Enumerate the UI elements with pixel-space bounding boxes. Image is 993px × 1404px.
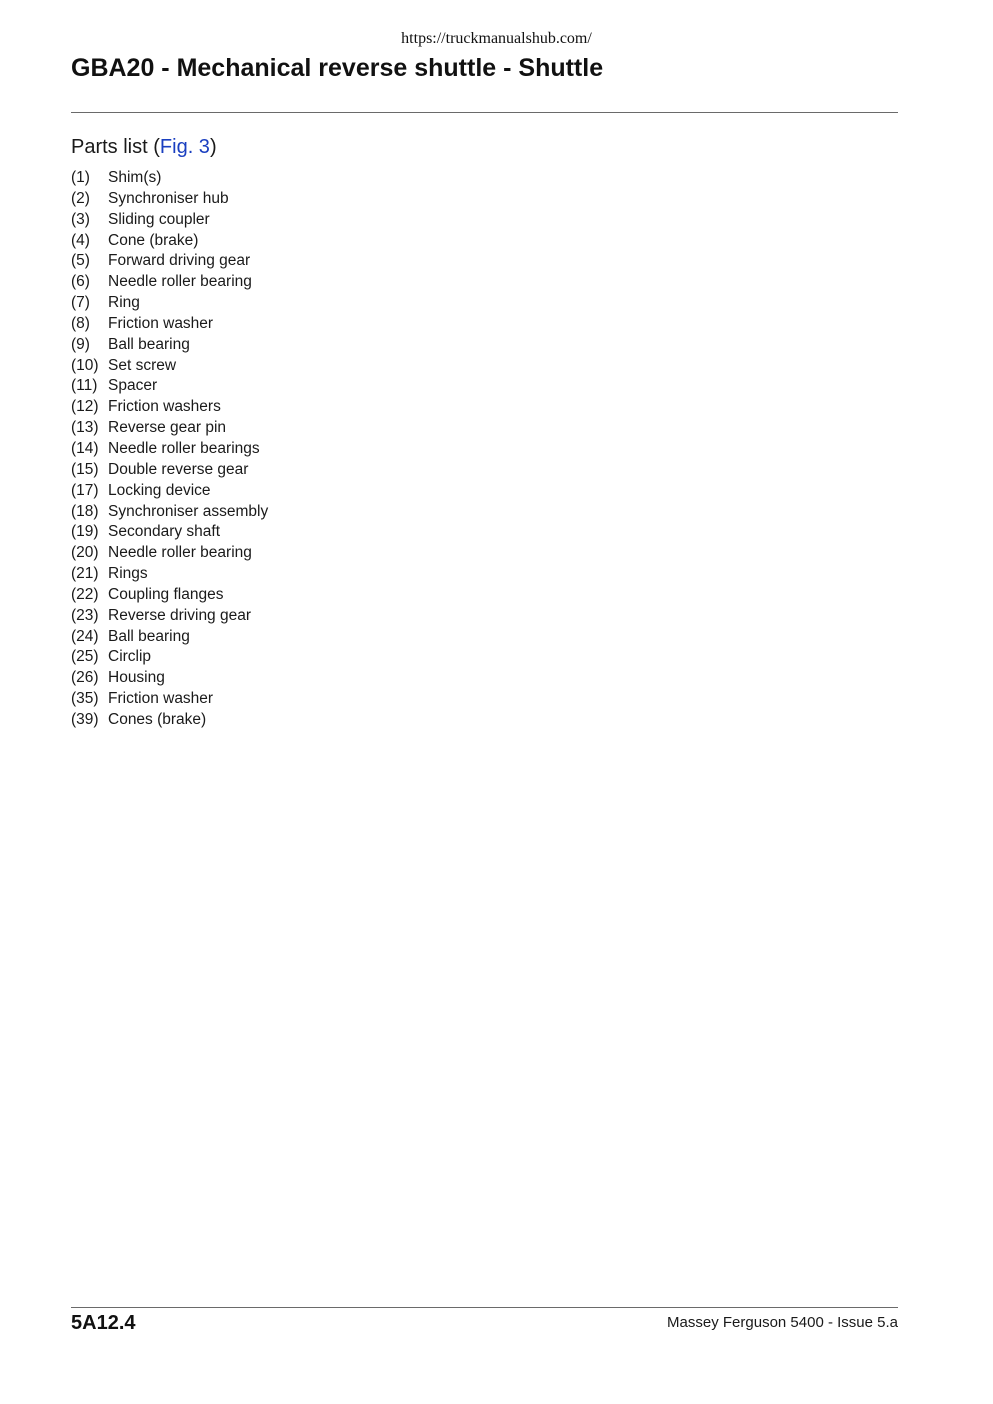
part-name: Circlip <box>108 648 152 666</box>
part-number: (23) <box>71 606 99 624</box>
list-item <box>71 231 268 252</box>
parts-list <box>71 168 268 731</box>
part-number: (5) <box>71 252 90 270</box>
list-item <box>71 335 268 356</box>
part-name: Housing <box>108 669 165 687</box>
list-item <box>71 668 268 689</box>
part-name: Ball bearing <box>108 627 190 645</box>
heading-suffix: ) <box>209 136 217 158</box>
part-number: (8) <box>71 314 90 332</box>
list-item <box>71 397 268 418</box>
part-number: (35) <box>71 690 99 708</box>
part-number: (6) <box>71 273 90 291</box>
part-number: (7) <box>71 294 90 312</box>
part-name: Coupling flanges <box>108 585 224 603</box>
part-number: (39) <box>71 710 99 728</box>
part-name: Needle roller bearing <box>108 273 252 291</box>
list-item <box>71 251 268 272</box>
part-number: (4) <box>71 231 90 249</box>
part-name: Synchroniser assembly <box>108 502 269 520</box>
figure-3-link[interactable]: Fig. 3 <box>159 136 210 158</box>
page-title: GBA20 - Mechanical reverse shuttle - Shuttle <box>71 54 604 82</box>
publication-label: Massey Ferguson 5400 - Issue 5.a <box>667 1314 898 1331</box>
part-number: (26) <box>71 669 99 687</box>
part-name: Set screw <box>108 356 177 374</box>
part-name: Double reverse gear <box>108 460 249 478</box>
parts-list-heading <box>71 136 217 159</box>
part-name: Sliding coupler <box>108 210 210 228</box>
part-number: (19) <box>71 523 99 541</box>
part-name: Ball bearing <box>108 335 190 353</box>
part-number: (13) <box>71 419 99 437</box>
part-name: Cone (brake) <box>108 231 199 249</box>
list-item <box>71 606 268 627</box>
list-item <box>71 314 268 335</box>
part-number: (24) <box>71 627 99 645</box>
list-item <box>71 522 268 543</box>
list-item <box>71 210 268 231</box>
list-item <box>71 376 268 397</box>
heading-prefix: Parts list ( <box>71 136 160 158</box>
list-item <box>71 293 268 314</box>
part-number: (21) <box>71 565 99 583</box>
part-name: Spacer <box>108 377 158 395</box>
list-item <box>71 689 268 710</box>
list-item <box>71 564 268 585</box>
source-url: https://truckmanualshub.com/ <box>401 30 592 47</box>
list-item <box>71 189 268 210</box>
part-number: (17) <box>71 481 99 499</box>
part-name: Ring <box>108 294 140 312</box>
part-number: (15) <box>71 460 99 478</box>
list-item <box>71 543 268 564</box>
part-number: (1) <box>71 169 90 186</box>
list-item <box>71 585 268 606</box>
part-number: (18) <box>71 502 99 520</box>
part-name: Shim(s) <box>108 169 162 186</box>
list-item <box>71 710 268 731</box>
part-name: Secondary shaft <box>108 523 221 541</box>
footer-divider <box>71 1307 898 1308</box>
list-item <box>71 439 268 460</box>
part-name: Reverse gear pin <box>108 419 227 437</box>
part-name: Forward driving gear <box>108 252 251 270</box>
part-name: Friction washers <box>108 398 221 416</box>
part-number: (25) <box>71 648 99 666</box>
part-name: Reverse driving gear <box>108 606 252 624</box>
part-number: (14) <box>71 439 99 457</box>
part-name: Rings <box>108 565 148 583</box>
part-number: (22) <box>71 585 99 603</box>
part-number: (20) <box>71 544 99 562</box>
part-number: (11) <box>71 377 98 395</box>
part-number: (3) <box>71 210 90 228</box>
header-divider <box>71 112 898 113</box>
part-number: (10) <box>71 356 99 374</box>
part-name: Locking device <box>108 481 211 499</box>
list-item <box>71 502 268 523</box>
list-item <box>71 647 268 668</box>
list-item <box>71 481 268 502</box>
page-number: 5A12.4 <box>71 1312 136 1334</box>
list-item <box>71 356 268 377</box>
part-name: Needle roller bearings <box>108 439 260 457</box>
list-item <box>71 627 268 648</box>
part-name: Synchroniser hub <box>108 189 229 207</box>
list-item <box>71 460 268 481</box>
part-name: Cones (brake) <box>108 710 207 728</box>
list-item <box>71 272 268 293</box>
part-number: (9) <box>71 335 90 353</box>
list-item <box>71 168 268 189</box>
part-name: Friction washer <box>108 690 214 708</box>
part-name: Friction washer <box>108 314 214 332</box>
part-number: (2) <box>71 189 90 207</box>
list-item <box>71 418 268 439</box>
part-name: Needle roller bearing <box>108 544 252 562</box>
part-number: (12) <box>71 398 99 416</box>
